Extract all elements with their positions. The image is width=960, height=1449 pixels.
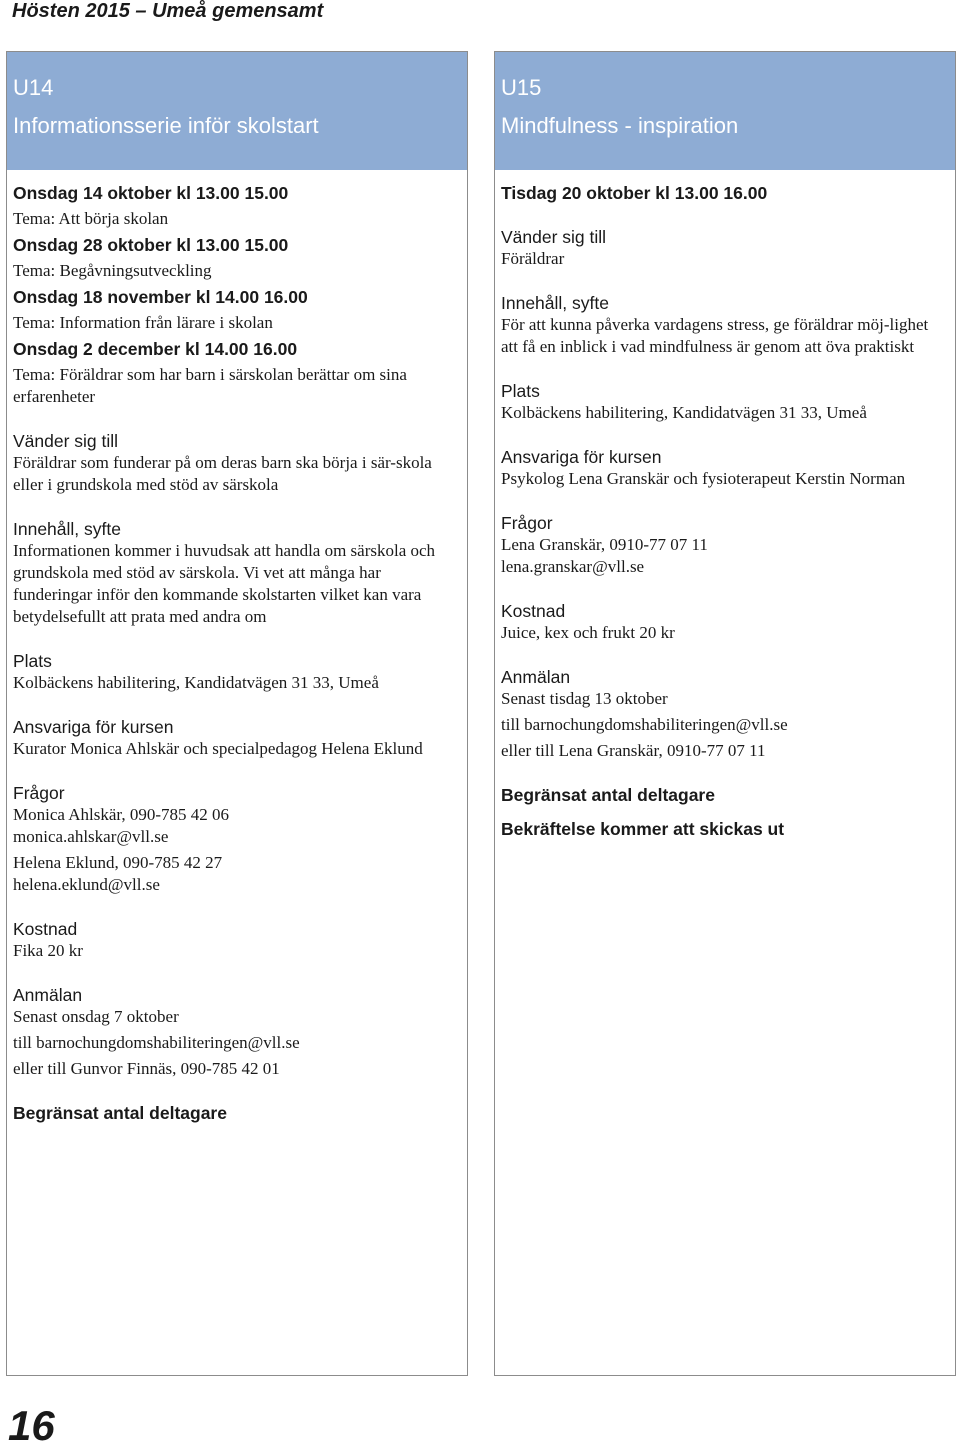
course-body-u15 <box>495 170 955 840</box>
signup-email[interactable]: till barnochungdomshabiliteringen@vll.se <box>501 715 788 734</box>
questions-label: Frågor <box>13 783 65 803</box>
responsible-text: Kurator Monica Ahlskär och specialpedagog Helena Eklund <box>13 739 423 758</box>
contact-email[interactable]: lena.granskar@vll.se <box>501 557 645 576</box>
contact-name: Lena Granskär, 0910-77 07 11 <box>501 535 708 554</box>
course-code: U15 <box>501 75 542 100</box>
place-label: Plats <box>501 381 540 401</box>
responsible-text: Psykolog Lena Granskär och fysioterapeut Kerstin Norman <box>501 469 906 488</box>
cost-label: Kostnad <box>501 601 566 621</box>
limited-notice: Begränsat antal deltagare <box>13 1103 227 1123</box>
place-text: Kolbäckens habilitering, Kandidatvägen 31 33, Umeå <box>13 673 379 692</box>
limited-notice: Begränsat antal deltagare <box>501 785 715 805</box>
session-date: Onsdag 18 november kl 14.00 16.00 <box>13 287 308 307</box>
course-header-u15 <box>495 52 955 170</box>
responsible-label: Ansvariga för kursen <box>13 717 174 737</box>
contact-email[interactable]: monica.ahlskar@vll.se <box>13 827 169 846</box>
target-label: Vänder sig till <box>501 227 607 247</box>
responsible-label: Ansvariga för kursen <box>501 447 662 467</box>
session-date: Tisdag 20 oktober kl 13.00 16.00 <box>501 183 768 203</box>
course-title: Mindfulness - inspiration <box>501 113 739 138</box>
page-number: 16 <box>8 1402 55 1449</box>
place-text: Kolbäckens habilitering, Kandidatvägen 31 33, Umeå <box>501 403 867 422</box>
session-theme: Tema: Att börja skolan <box>13 209 169 228</box>
contact-name: Helena Eklund, 090-785 42 27 <box>13 853 223 872</box>
target-text: Föräldrar som funderar på om deras barn ska börja i sär-skola eller i grundskola med stöd av särskola <box>13 453 432 494</box>
signup-deadline: Senast tisdag 13 oktober <box>501 689 668 708</box>
course-title: Informationsserie inför skolstart <box>13 113 319 138</box>
session-date: Onsdag 2 december kl 14.00 16.00 <box>13 339 298 359</box>
session-theme: Tema: Information från lärare i skolan <box>13 313 273 332</box>
target-label: Vänder sig till <box>13 431 119 451</box>
content-text: Informationen kommer i huvudsak att handla om särskola och grundskola med stöd av särskola. Vi vet att många har funderingar inför den kommande skolstarten vilket kan vara betydelsefullt att prata med andra om <box>13 541 436 626</box>
session-date: Onsdag 14 oktober kl 13.00 15.00 <box>13 183 289 203</box>
course-card-u14 <box>6 51 468 1376</box>
place-label: Plats <box>13 651 52 671</box>
target-text: Föräldrar <box>501 249 565 268</box>
session-date: Onsdag 28 oktober kl 13.00 15.00 <box>13 235 289 255</box>
content-label: Innehåll, syfte <box>501 293 609 313</box>
course-body-u14 <box>7 170 467 1124</box>
signup-alt: eller till Lena Granskär, 0910-77 07 11 <box>501 741 766 760</box>
course-code: U14 <box>13 75 54 100</box>
signup-label: Anmälan <box>501 667 571 687</box>
contact-name: Monica Ahlskär, 090-785 42 06 <box>13 805 230 824</box>
cost-label: Kostnad <box>13 919 78 939</box>
cost-text: Juice, kex och frukt 20 kr <box>501 623 675 642</box>
session-theme: Tema: Begåvningsutveckling <box>13 261 212 280</box>
content-label: Innehåll, syfte <box>13 519 121 539</box>
contact-email[interactable]: helena.eklund@vll.se <box>13 875 160 894</box>
signup-email[interactable]: till barnochungdomshabiliteringen@vll.se <box>13 1033 300 1052</box>
course-header-u14 <box>7 52 467 170</box>
course-card-u15 <box>494 51 956 1376</box>
questions-label: Frågor <box>501 513 553 533</box>
cost-text: Fika 20 kr <box>13 941 83 960</box>
confirmation-notice: Bekräftelse kommer att skickas ut <box>501 819 785 839</box>
page-header: Hösten 2015 – Umeå gemensamt <box>12 0 324 22</box>
signup-alt: eller till Gunvor Finnäs, 090-785 42 01 <box>13 1059 280 1078</box>
content-text: För att kunna påverka vardagens stress, ge föräldrar möj-lighet att få en inblick i vad mindfulness är genom att öva praktiskt <box>501 315 929 356</box>
session-theme: Tema: Föräldrar som har barn i särskolan berättar om sina erfarenheter <box>13 365 407 406</box>
signup-deadline: Senast onsdag 7 oktober <box>13 1007 179 1026</box>
signup-label: Anmälan <box>13 985 83 1005</box>
